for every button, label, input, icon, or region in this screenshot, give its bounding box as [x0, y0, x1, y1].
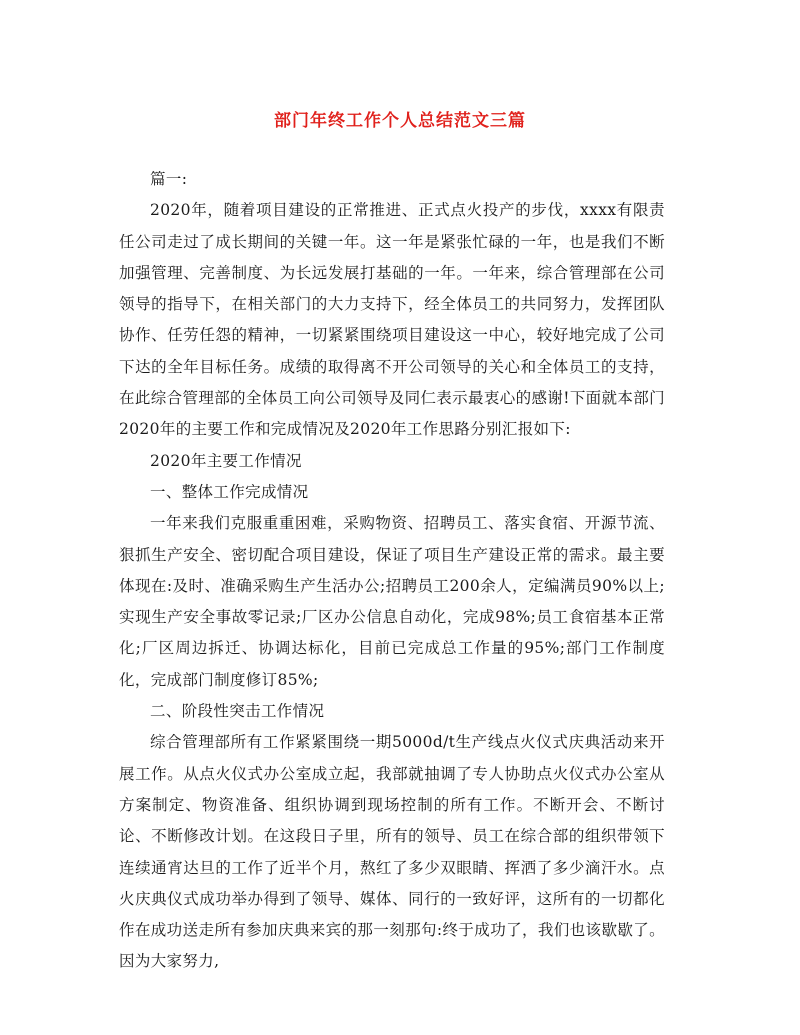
subheading-overall-completion: 一、整体工作完成情况 [150, 482, 309, 501]
document-body [119, 164, 665, 978]
subheading-phase-work: 二、阶段性突击工作情况 [150, 702, 325, 721]
overall-completion-paragraph: 一年来我们克服重重困难，采购物资、招聘员工、落实食宿、开源节流、狠抓生产安全、密切配合项目建设，保证了项目生产建设正常的需求。最主要体现在:及时、准确采购生产生活办公;招聘员工200余人，定编满员90%以上;实现生产安全事故零记录;厂区办公信息自动化，完成98%;员工食宿基本正常化;厂区周边拆迁、协调达标化，目前已完成总工作量的95%;部门工作制度化，完成部门制度修订85%; [119, 514, 665, 689]
phase-work-paragraph: 综合管理部所有工作紧紧围绕一期5000d/t生产线点火仪式庆典活动来开展工作。从点火仪式办公室成立起，我部就抽调了专人协助点火仪式办公室从方案制定、物资准备、组织协调到现场控制的所有工作。不断开会、不断讨论、不断修改计划。在这段日子里，所有的领导、员工在综合部的组织带领下连续通宵达旦的工作了近半个月，熬红了多少双眼睛、挥洒了多少滴汗水。点火庆典仪式成功举办得到了领导、媒体、同行的一致好评，这所有的一切都化作在成功送走所有参加庆典来宾的那一刻那句:终于成功了，我们也该歇歇了。因为大家努力, [119, 733, 665, 971]
intro-paragraph: 2020年，随着项目建设的正常推进、正式点火投产的步伐，xxxx有限责任公司走过了成长期间的关键一年。这一年是紧张忙碌的一年，也是我们不断加强管理、完善制度、为长远发展打基础的一年。一年来，综合管理部在公司领导的指导下，在相关部门的大力支持下，经全体员工的共同努力，发挥团队协作、任劳任怨的精神，一切紧紧围绕项目建设这一中心，较好地完成了公司下达的全年目标任务。成绩的取得离不开公司领导的关心和全体员工的支持，在此综合管理部的全体员工向公司领导及同仁表示最衷心的感谢!下面就本部门2020年的主要工作和完成情况及2020年工作思路分别汇报如下: [119, 201, 665, 439]
document-title: 部门年终工作个人总结范文三篇 [274, 111, 526, 131]
section-label-part-one: 篇一: [150, 170, 188, 188]
section-heading-main-work: 2020年主要工作情况 [150, 451, 302, 470]
